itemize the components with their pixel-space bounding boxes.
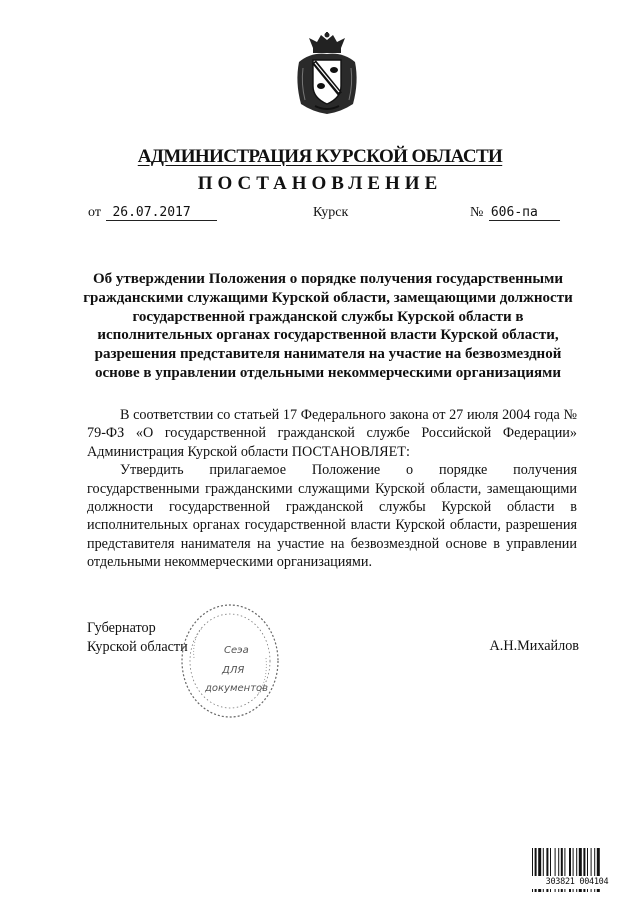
stamp-text: документов <box>205 683 269 694</box>
date-prefix: от <box>88 205 101 220</box>
document-body <box>87 406 577 572</box>
stamp-seal <box>172 600 282 722</box>
body-paragraph: Утвердить прилагаемое Положение о порядке получения государственными гражданскими служащими Курской области, замещающими должности государственной гражданской службы Курской области в исполнительных органах государственной власти Курской области, разрешения представителя нанимателя на участие на безвозмездной основе в управлении отдельными некоммерческими организациями. <box>87 462 577 571</box>
signer-title-line: Губернатор <box>87 620 156 636</box>
number-prefix: № <box>470 205 484 220</box>
stamp-text: ДЛЯ <box>222 665 245 676</box>
document-type: ПОСТАНОВЛЕНИЕ <box>197 173 443 194</box>
stamp-text: Сеэа <box>224 645 249 656</box>
date-value: 26.07.2017 <box>106 205 216 221</box>
barcode-number: 303821 004104 <box>532 876 622 889</box>
coat-of-arms-emblem <box>293 32 361 116</box>
document-date <box>88 205 217 221</box>
number-value: 606-па <box>489 205 560 221</box>
document-subject: Об утверждении Положения о порядке получения государственными гражданскими служащими Курской области, замещающими должности государственной гражданской службы Курской области в исполнительных органах государственной власти Курской области, разрешения представителя нанимателя на участие на безвозмездной основе в управлении отдельными некоммерческими организациями <box>83 271 573 381</box>
signer-title-line: Курской области <box>87 639 188 655</box>
document-city: Курск <box>313 205 349 220</box>
organization-title: АДМИНИСТРАЦИЯ КУРСКОЙ ОБЛАСТИ <box>137 146 503 167</box>
document-number <box>470 205 560 221</box>
body-paragraph: В соответствии со статьей 17 Федерального закона от 27 июля 2004 года № 79-ФЗ «О государственной гражданской службе Российской Федерации» Администрация Курской области ПОСТАНОВЛЯЕТ: <box>87 407 577 460</box>
signer-name: А.Н.Михайлов <box>489 638 579 654</box>
